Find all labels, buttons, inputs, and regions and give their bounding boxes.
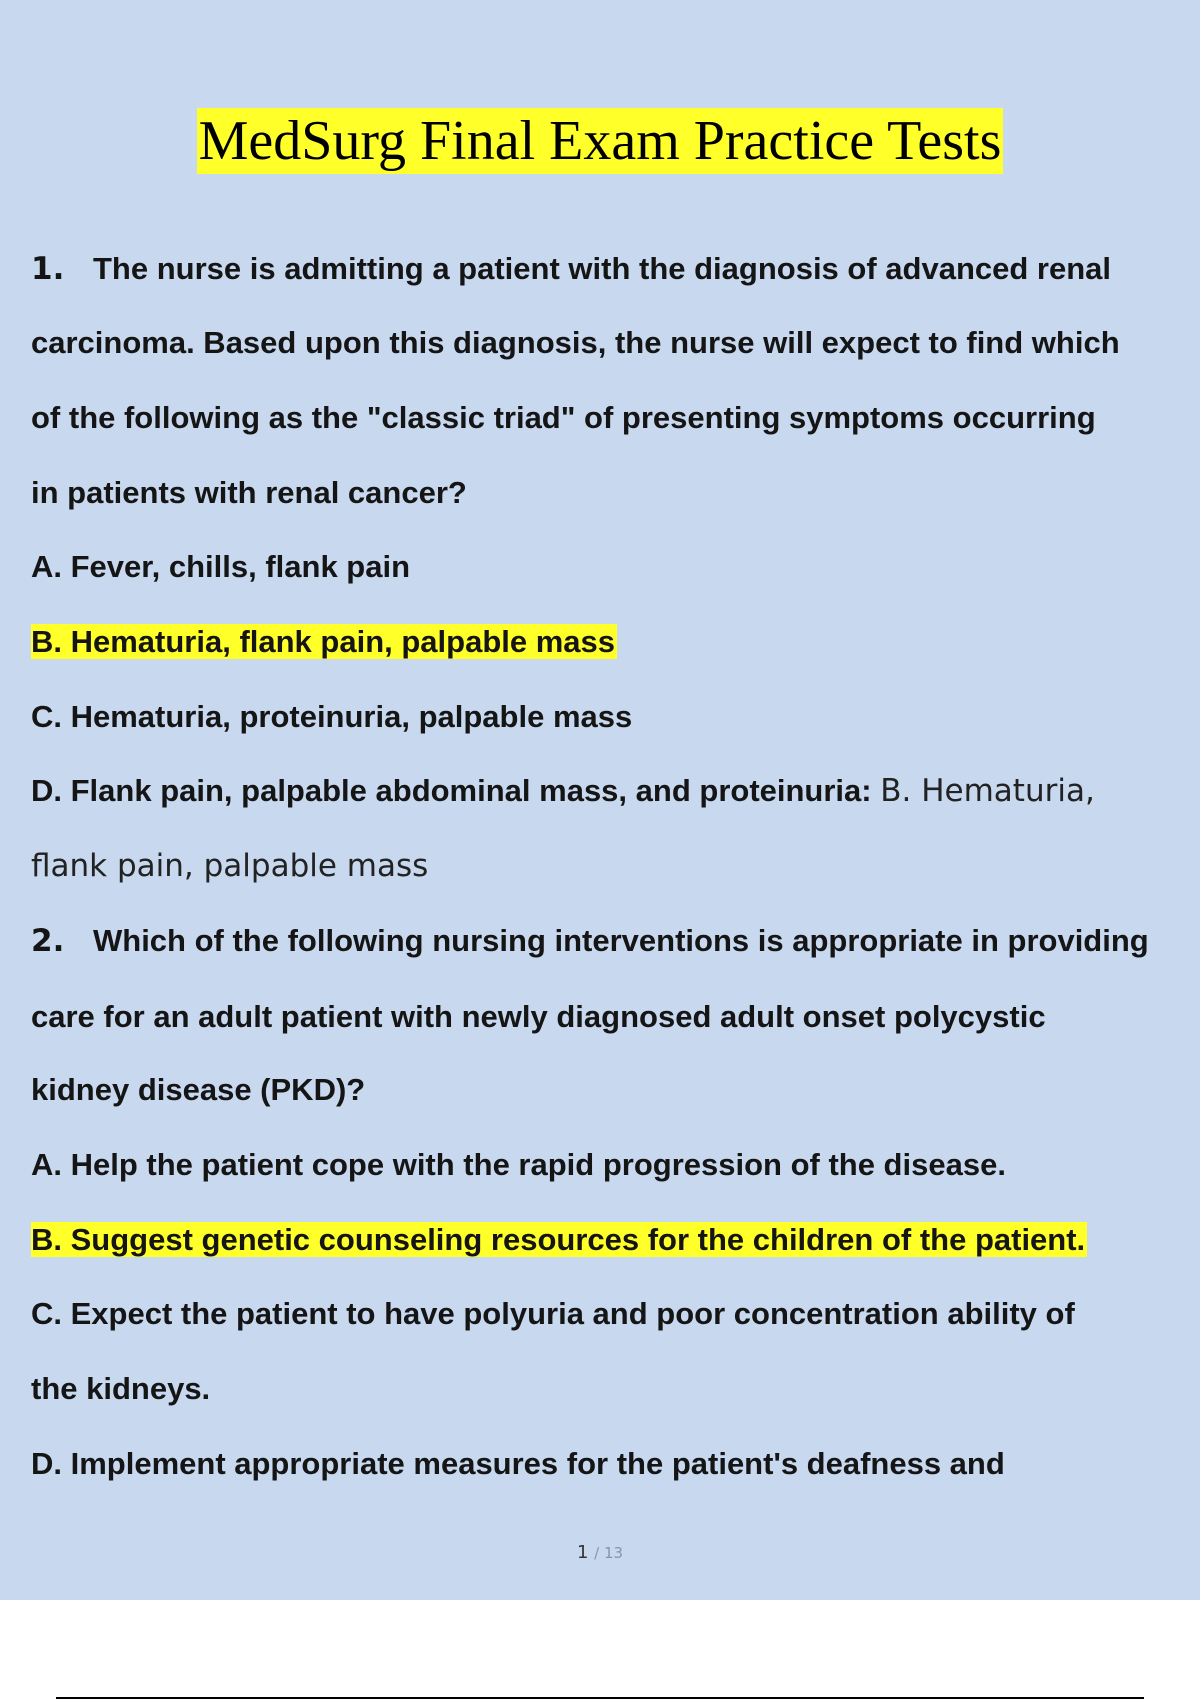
q1-option-d: D. Flank pain, palpable abdominal mass, and proteinuria: xyxy=(31,773,872,808)
next-page-top-rule xyxy=(56,1697,1144,1699)
document-title: MedSurg Final Exam Practice Tests xyxy=(198,110,1002,172)
q2-stem-line-2: care for an adult patient with newly diagnosed adult onset polycystic xyxy=(31,999,1046,1034)
q1-stem-line-1 xyxy=(31,245,1111,293)
q1-option-b-line xyxy=(31,618,617,666)
q2-stem-line-3: kidney disease (PKD)? xyxy=(31,1072,366,1107)
q1-option-a: A. Fever, chills, flank pain xyxy=(31,549,411,584)
q2-option-c-line-2: the kidneys. xyxy=(31,1371,211,1406)
q2-option-d: D. Implement appropriate measures for the patient's deafness and xyxy=(31,1446,1005,1481)
current-page-number: 1 xyxy=(576,1542,589,1563)
q1-stem-line-4: in patients with renal cancer? xyxy=(31,475,467,510)
q1-option-d-line xyxy=(31,767,1095,815)
title-wrapper xyxy=(0,108,1200,174)
total-pages: / 13 xyxy=(594,1544,624,1562)
q2-stem-line-1 xyxy=(31,917,1149,965)
q1-answer-part-2: flank pain, palpable mass xyxy=(31,848,429,884)
q1-stem-line-3: of the following as the "classic triad" of presenting symptoms occurring xyxy=(31,400,1096,435)
q2-option-b-line xyxy=(31,1216,1087,1264)
q1-answer-part-1: B. Hematuria, xyxy=(880,773,1095,809)
q2-number: 2. xyxy=(31,923,65,959)
q2-option-a: A. Help the patient cope with the rapid progression of the disease. xyxy=(31,1147,1006,1182)
q2-stem-text-1: Which of the following nursing interventions is appropriate in providing xyxy=(93,923,1149,958)
q1-option-b-highlighted: B. Hematuria, flank pain, palpable mass xyxy=(31,624,616,659)
q1-option-c: C. Hematuria, proteinuria, palpable mass xyxy=(31,699,633,734)
q1-stem-text-1: The nurse is admitting a patient with the diagnosis of advanced renal xyxy=(93,251,1112,286)
q1-number: 1. xyxy=(31,251,65,287)
page-number xyxy=(0,1542,1200,1563)
q2-option-b-highlighted: B. Suggest genetic counseling resources for the children of the patient. xyxy=(31,1222,1086,1257)
q2-option-c-line-1: C. Expect the patient to have polyuria and poor concentration ability of xyxy=(31,1296,1075,1331)
q1-stem-line-2: carcinoma. Based upon this diagnosis, the nurse will expect to find which xyxy=(31,325,1120,360)
